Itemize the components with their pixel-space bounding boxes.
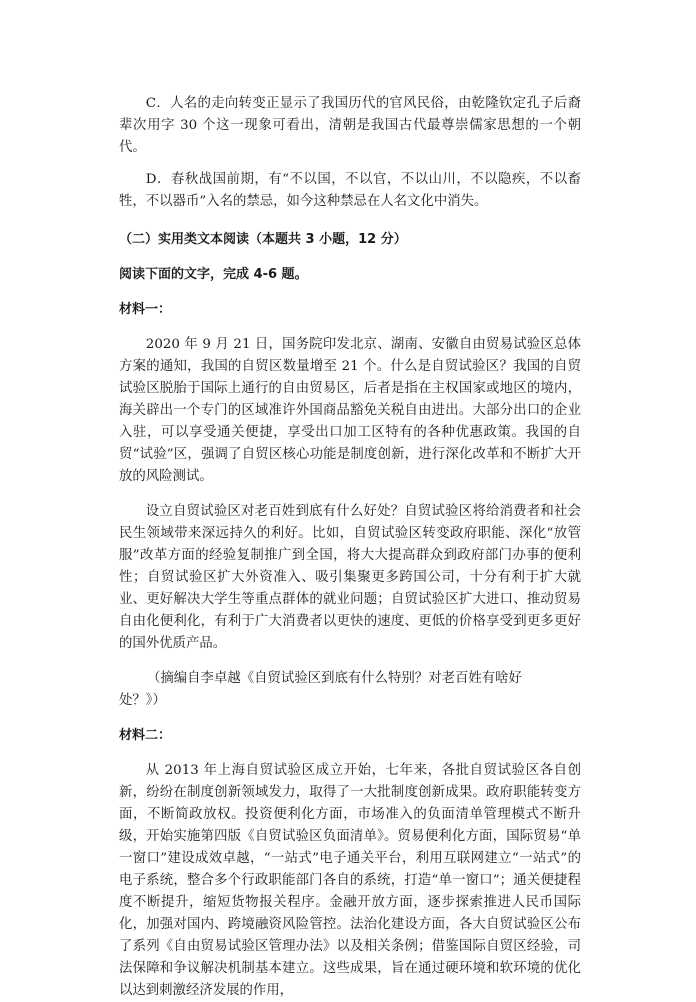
material-1-source bbox=[119, 668, 581, 712]
material-2-paragraph-1: 从 2013 年上海自贸试验区成立开始，七年来，各批自贸试验区各自创新，纷纷在制度创新领域发力，取得了一大批制度创新成果。政府职能转变方面，不断简政放权。投资便利化方面，市场准入的负面清单管理模式不断升级，开始实施第四版《自贸试验区负面清单》。贸易便利化方面，国际贸易“单一窗口”建设成效卓越，“一站式”电子通关平台，利用互联网建立“一站式”的电子系统，整合多个行政职能部门各自的系统，打造“单一窗口”；通关便捷程度不断提升，缩短货物报关程序。金融开放方面，逐步探索推进人民币国际化，加强对国内、跨境融资风险管控。法治化建设方面，各大自贸试验区公布了系列《自由贸易试验区管理办法》以及相关条例；借鉴国际自贸区经验，司法保障和争议解决机制基本建立。这些成果，旨在通过硬环境和软环境的优化以达到刺激经济发展的作用， bbox=[119, 763, 582, 998]
source-line-1: （摘编自李卓越《自贸试验区到底有什么特别？对老百姓有啥好 bbox=[147, 671, 522, 686]
material-2-label: 材料二： bbox=[119, 728, 172, 743]
option-c bbox=[119, 93, 581, 159]
option-d-line-2: 畜牲，不以器币”入名的禁忌，如今这种禁忌在人名文化中消失。 bbox=[119, 172, 581, 209]
option-c-line-1: C．人名的走向转变正显示了我国历代的官风民俗，由乾隆钦定孔子后 bbox=[145, 96, 568, 111]
option-c-line-2: 裔辈次用字 30 个这一现象可看出，清朝是我国古代最尊崇儒家思想的一个 bbox=[119, 96, 581, 133]
section-instruction: 阅读下面的文字，完成 4-6 题。 bbox=[119, 267, 308, 282]
document-page bbox=[119, 93, 581, 1002]
section-heading: （二）实用类文本阅读（本题共 3 小题，12 分） bbox=[119, 232, 407, 247]
option-c-line-3: 朝代。 bbox=[119, 118, 581, 155]
option-d-line-1: D．春秋战国前期，有“不以国，不以官，不以山川，不以隐疾，不以 bbox=[145, 172, 568, 187]
source-line-2: 处？》） bbox=[119, 693, 166, 708]
material-1-paragraph-2: 设立自贸试验区对老百姓到底有什么好处？自贸试验区将给消费者和社会民生领域带来深远持久的利好。比如，自贸试验区转变政府职能、深化“放管服”改革方面的经验复制推广到全国，将大大提高群众到政府部门办事的便利性；自贸试验区扩大外资准入、吸引集聚更多跨国公司，十分有利于扩大就业、更好解决大学生等重点群体的就业问题；自贸试验区扩大进口、推动贸易自由化便利化，有利于广大消费者以更快的速度、更低的价格享受到更多更好的国外优质产品。 bbox=[119, 504, 582, 651]
material-1-paragraph-1: 2020 年 9 月 21 日，国务院印发北京、湖南、安徽自由贸易试验区总体方案的通知，我国的自贸区数量增至 21 个。什么是自贸试验区？我国的自贸试验区脱胎于国际上通行的自由贸易区，后者是指在主权国家或地区的境内，海关辟出一个专门的区域准许外国商品豁免关税自由进出。大部分出口的企业入驻，可以享受通关便捷，享受出口加工区特有的各种优惠政策。我国的自贸“试验”区，强调了自贸区核心功能是制度创新，进行深化改革和不断扩大开放的风险测试。 bbox=[119, 337, 582, 484]
material-1-label: 材料一： bbox=[119, 302, 172, 317]
option-d bbox=[119, 169, 581, 213]
